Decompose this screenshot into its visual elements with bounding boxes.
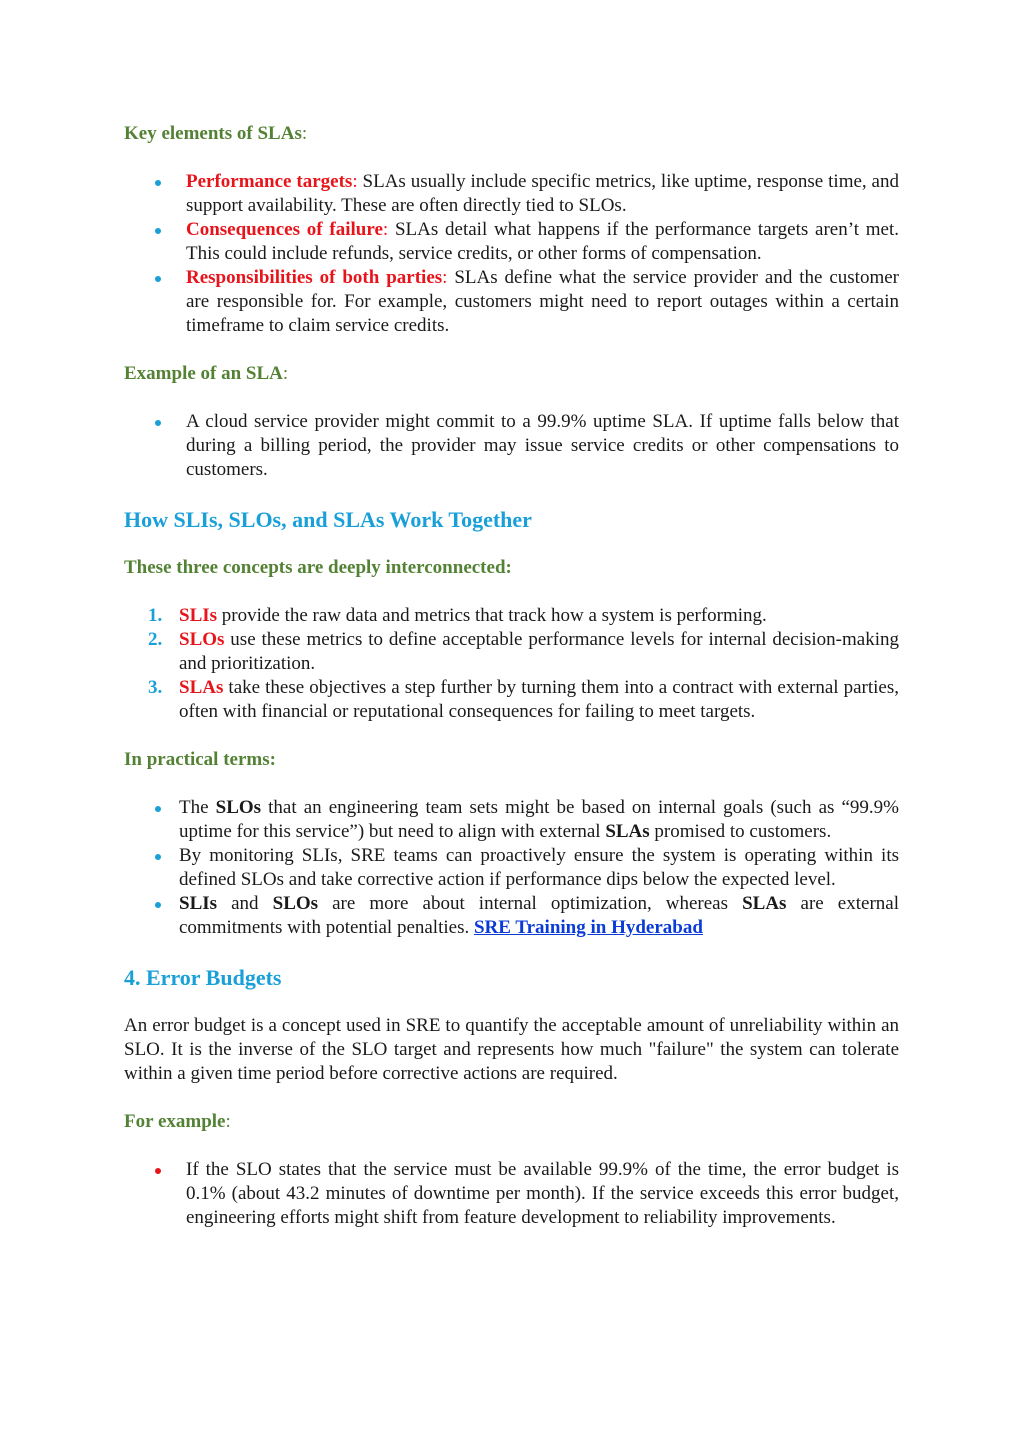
sla-elements-heading: Key elements of SLAs: xyxy=(124,123,308,144)
list-item: The SLOs that an engineering team sets might be based on internal goals (such as “99.9% uptime for this service”) but need to align with external SLAs promised to customers. xyxy=(124,796,899,844)
list-item: By monitoring SLIs, SRE teams can proactively ensure the system is operating within its defined SLOs and take corrective action if performance dips below the expected level. xyxy=(124,844,899,892)
practical-heading: In practical terms: xyxy=(124,749,276,770)
practical-list xyxy=(124,796,899,940)
bullet-icon xyxy=(155,806,161,812)
list-item: Responsibilities of both parties: SLAs define what the service provider and the customer are responsible for. For example, customers might need to report outages within a certain timeframe to claim service credits. xyxy=(124,266,899,338)
bullet-icon xyxy=(155,228,161,234)
sla-example-list xyxy=(124,410,899,482)
bullet-icon xyxy=(155,420,161,426)
list-item: 3. SLAs take these objectives a step further by turning them into a contract with external parties, often with financial or reputational consequences for failing to meet targets. xyxy=(148,677,899,722)
bullet-icon xyxy=(155,854,161,860)
document-page xyxy=(124,122,899,1230)
together-heading: How SLIs, SLOs, and SLAs Work Together xyxy=(124,507,532,532)
together-subheading: These three concepts are deeply interconnected: xyxy=(124,557,512,578)
sre-training-link[interactable]: SRE Training in Hyderabad xyxy=(473,917,703,938)
list-item: 1. SLIs provide the raw data and metrics that track how a system is performing. xyxy=(148,605,767,626)
error-budgets-paragraph: An error budget is a concept used in SRE to quantify the acceptable amount of unreliability within an SLO. It is the inverse of the SLO target and represents how much "failure" the system can tolerate within a given time period before corrective actions are required. xyxy=(124,1015,899,1084)
list-item: Consequences of failure: SLAs detail what happens if the performance targets aren’t met. This could include refunds, service credits, or other forms of compensation. xyxy=(124,218,899,266)
error-budgets-example-heading: For example: xyxy=(124,1111,231,1132)
bullet-icon xyxy=(155,1168,161,1174)
together-list xyxy=(124,604,899,724)
error-budgets-example-list xyxy=(124,1158,899,1230)
list-item: If the SLO states that the service must be available 99.9% of the time, the error budget is 0.1% (about 43.2 minutes of downtime per month). If the service exceeds this error budget, engineering efforts might shift from feature development to reliability improvements. xyxy=(124,1158,899,1230)
bullet-icon xyxy=(155,902,161,908)
bullet-icon xyxy=(155,276,161,282)
list-item: Performance targets: SLAs usually include specific metrics, like uptime, response time, and support availability. These are often directly tied to SLOs. xyxy=(124,170,899,218)
list-item: A cloud service provider might commit to a 99.9% uptime SLA. If uptime falls below that during a billing period, the provider may issue service credits or other compensations to customers. xyxy=(124,410,899,482)
sla-example-heading: Example of an SLA: xyxy=(124,363,289,384)
error-budgets-heading: 4. Error Budgets xyxy=(124,965,282,990)
list-item: SLIs and SLOs are more about internal optimization, whereas SLAs are external commitments with potential penalties. SRE Training in Hyderabad xyxy=(124,892,899,940)
bullet-icon xyxy=(155,180,161,186)
sla-elements-list xyxy=(124,170,899,338)
list-item: 2. SLOs use these metrics to define acceptable performance levels for internal decision-making and prioritization. xyxy=(148,629,899,674)
